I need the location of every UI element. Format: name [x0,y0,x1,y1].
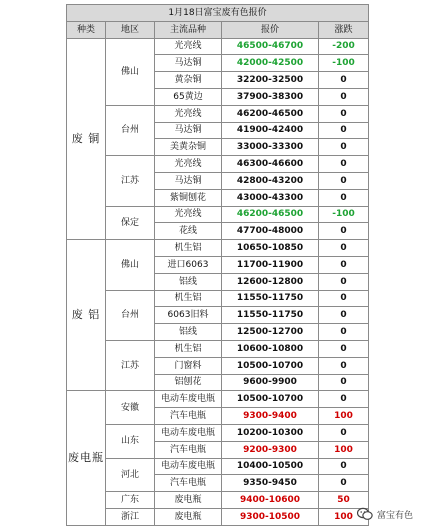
price-cell: 37900-38300 [222,88,319,105]
product-cell: 汽车电瓶 [155,475,222,492]
product-cell: 废电瓶 [155,492,222,509]
region-cell: 佛山 [106,38,155,105]
product-cell: 光亮线 [155,105,222,122]
change-cell: 0 [319,189,369,206]
region-cell: 保定 [106,206,155,240]
title-row [67,5,369,22]
region-cell: 河北 [106,458,155,492]
change-cell: 0 [319,240,369,257]
table-row [67,38,369,55]
table-row [67,508,369,525]
change-cell: 0 [319,340,369,357]
product-cell: 铝线 [155,324,222,341]
category-cell: 废电瓶 [67,391,106,525]
price-cell: 12500-12700 [222,324,319,341]
price-cell: 11550-11750 [222,307,319,324]
watermark-text: 富宝有色 [377,510,414,521]
change-cell: 0 [319,72,369,89]
price-cell: 41900-42400 [222,122,319,139]
change-cell: 0 [319,105,369,122]
product-cell: 光亮线 [155,38,222,55]
price-cell: 10600-10800 [222,340,319,357]
product-cell: 机生铝 [155,240,222,257]
product-cell: 门窗料 [155,357,222,374]
table-row [67,458,369,475]
change-cell: 0 [319,374,369,391]
price-cell: 43000-43300 [222,189,319,206]
change-cell: 0 [319,458,369,475]
price-cell: 12600-12800 [222,273,319,290]
change-cell: 100 [319,408,369,425]
price-cell: 9300-10500 [222,508,319,525]
change-cell: -100 [319,206,369,223]
price-cell: 46500-46700 [222,38,319,55]
change-cell: -100 [319,55,369,72]
product-cell: 黄杂铜 [155,72,222,89]
header-price: 报价 [222,21,319,38]
change-cell: 0 [319,475,369,492]
table-row [67,492,369,509]
change-cell: 0 [319,290,369,307]
product-cell: 机生铝 [155,290,222,307]
header-row [67,21,369,38]
table-row [67,424,369,441]
product-cell: 美黄杂铜 [155,139,222,156]
price-table [66,4,369,526]
product-cell: 光亮线 [155,206,222,223]
change-cell: 0 [319,324,369,341]
change-cell: 0 [319,88,369,105]
price-cell: 10500-10700 [222,357,319,374]
price-cell: 33000-33300 [222,139,319,156]
price-cell: 9300-9400 [222,408,319,425]
product-cell: 光亮线 [155,156,222,173]
region-cell: 广东 [106,492,155,509]
table-row [67,290,369,307]
change-cell: -200 [319,38,369,55]
category-cell: 废 铝 [67,240,106,391]
product-cell: 65黄边 [155,88,222,105]
change-cell: 0 [319,391,369,408]
change-cell: 0 [319,122,369,139]
price-cell: 47700-48000 [222,223,319,240]
product-cell: 铝刨花 [155,374,222,391]
change-cell: 0 [319,139,369,156]
table-row [67,391,369,408]
change-cell: 50 [319,492,369,509]
product-cell: 汽车电瓶 [155,441,222,458]
product-cell: 铝线 [155,273,222,290]
price-cell: 9400-10600 [222,492,319,509]
region-cell: 江苏 [106,156,155,206]
price-cell: 11550-11750 [222,290,319,307]
product-cell: 马达铜 [155,55,222,72]
header-category: 种类 [67,21,106,38]
price-cell: 10200-10300 [222,424,319,441]
region-cell: 台州 [106,290,155,340]
product-cell: 马达铜 [155,122,222,139]
change-cell: 0 [319,172,369,189]
product-cell: 电动车废电瓶 [155,458,222,475]
product-cell: 马达铜 [155,172,222,189]
product-cell: 花线 [155,223,222,240]
product-cell: 废电瓶 [155,508,222,525]
table-row [67,206,369,223]
price-cell: 9350-9450 [222,475,319,492]
table-row [67,240,369,257]
price-cell: 42000-42500 [222,55,319,72]
wechat-icon [357,507,373,521]
product-cell: 进口6063 [155,256,222,273]
region-cell: 浙江 [106,508,155,525]
product-cell: 电动车废电瓶 [155,391,222,408]
change-cell: 0 [319,156,369,173]
change-cell: 100 [319,508,369,525]
product-cell: 电动车废电瓶 [155,424,222,441]
category-cell: 废 铜 [67,38,106,240]
product-cell: 汽车电瓶 [155,408,222,425]
price-cell: 46200-46500 [222,105,319,122]
header-product: 主流品种 [155,21,222,38]
region-cell: 江苏 [106,340,155,390]
price-cell: 10500-10700 [222,391,319,408]
price-cell: 11700-11900 [222,256,319,273]
change-cell: 0 [319,424,369,441]
price-cell: 10650-10850 [222,240,319,257]
price-cell: 46200-46500 [222,206,319,223]
price-cell: 9600-9900 [222,374,319,391]
change-cell: 100 [319,441,369,458]
table-title: 1月18日富宝废有色报价 [67,5,369,22]
table-row [67,105,369,122]
change-cell: 0 [319,223,369,240]
price-cell: 46300-46600 [222,156,319,173]
region-cell: 佛山 [106,240,155,290]
change-cell: 0 [319,256,369,273]
price-cell: 10400-10500 [222,458,319,475]
table-row [67,156,369,173]
region-cell: 安徽 [106,391,155,425]
header-region: 地区 [106,21,155,38]
change-cell: 0 [319,357,369,374]
table-row [67,340,369,357]
watermark [357,505,413,523]
region-cell: 山东 [106,424,155,458]
price-cell: 9200-9300 [222,441,319,458]
price-cell: 42800-43200 [222,172,319,189]
change-cell: 0 [319,307,369,324]
product-cell: 紫铜刨花 [155,189,222,206]
region-cell: 台州 [106,105,155,155]
change-cell: 0 [319,273,369,290]
product-cell: 6063旧料 [155,307,222,324]
price-cell: 32200-32500 [222,72,319,89]
header-change: 涨跌 [319,21,369,38]
product-cell: 机生铝 [155,340,222,357]
